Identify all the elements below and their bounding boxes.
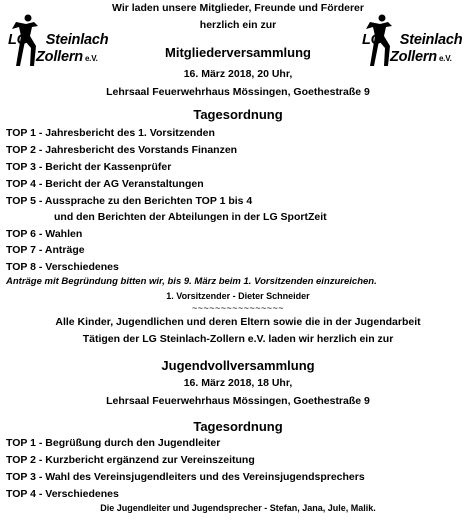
agenda-item-continuation: und den Berichten der Abteilungen in der LG SportZeit bbox=[54, 211, 327, 223]
separator: ~~~~~~~~~~~~~~~~ bbox=[191, 303, 285, 313]
logo-name1: Steinlach bbox=[45, 32, 109, 48]
motions-note: Anträge mit Begründung bitten wir, bis 9. März beim 1. Vorsitzenden einzureichen. bbox=[6, 276, 377, 287]
jv-signature: Die Jugendleiter und Jugendsprecher - Stefan, Jana, Jule, Malik. bbox=[100, 503, 376, 513]
intro-line-2: herzlich ein zur bbox=[199, 19, 277, 31]
agenda-item: TOP 1 - Jahresbericht des 1. Vorsitzenden bbox=[6, 127, 215, 139]
intro-line-1: Wir laden unsere Mitglieder, Freunde und Förderer bbox=[112, 2, 364, 14]
youth-agenda-item: TOP 3 - Wahl des Vereinsjugendleiters und des Vereinsjugendsprechers bbox=[6, 471, 365, 483]
logo-name2: Zollern bbox=[36, 49, 83, 65]
mv-date: 16. März 2018, 20 Uhr, bbox=[183, 68, 293, 80]
youth-agenda-item: TOP 4 - Verschiedenes bbox=[6, 488, 119, 500]
mv-place: Lehrsaal Feuerwehrhaus Mössingen, Goethestraße 9 bbox=[106, 86, 370, 98]
jv-agenda-heading: Tagesordnung bbox=[193, 419, 283, 434]
agenda-item: TOP 6 - Wahlen bbox=[6, 228, 83, 240]
logo-name2: Zollern bbox=[390, 49, 437, 65]
youth-intro-line-2: Tätigen der LG Steinlach-Zollern e.V. laden wir herzlich ein zur bbox=[82, 333, 394, 345]
youth-agenda-item: TOP 2 - Kurzbericht ergänzend zur Vereinszeitung bbox=[6, 454, 255, 466]
agenda-item: TOP 5 - Aussprache zu den Berichten TOP 1 bis 4 bbox=[6, 195, 253, 207]
agenda-item: TOP 7 - Anträge bbox=[6, 244, 85, 256]
mv-agenda-heading: Tagesordnung bbox=[193, 107, 283, 122]
jv-title: Jugendvollversammlung bbox=[161, 358, 315, 373]
logo-ev: e.V. bbox=[84, 54, 98, 63]
logo-ev: e.V. bbox=[438, 54, 452, 63]
youth-agenda-item: TOP 1 - Begrüßung durch den Jugendleiter bbox=[6, 437, 221, 449]
agenda-item: TOP 4 - Bericht der AG Veranstaltungen bbox=[6, 178, 204, 190]
agenda-item: TOP 2 - Jahresbericht des Vorstands Finanzen bbox=[6, 144, 238, 156]
logo-lg: LG bbox=[362, 32, 382, 48]
logo-lg: LG bbox=[8, 32, 28, 48]
mv-title: Mitgliederversammlung bbox=[165, 45, 311, 60]
logo-name1: Steinlach bbox=[399, 32, 463, 48]
mv-signature: 1. Vorsitzender - Dieter Schneider bbox=[166, 291, 310, 301]
agenda-item: TOP 8 - Verschiedenes bbox=[6, 261, 119, 273]
jv-place: Lehrsaal Feuerwehrhaus Mössingen, Goethestraße 9 bbox=[106, 395, 370, 407]
agenda-item: TOP 3 - Bericht der Kassenprüfer bbox=[6, 161, 172, 173]
jv-date: 16. März 2018, 18 Uhr, bbox=[183, 377, 293, 389]
youth-intro-line-1: Alle Kinder, Jugendlichen und deren Eltern sowie die in der Jugendarbeit bbox=[55, 316, 421, 328]
